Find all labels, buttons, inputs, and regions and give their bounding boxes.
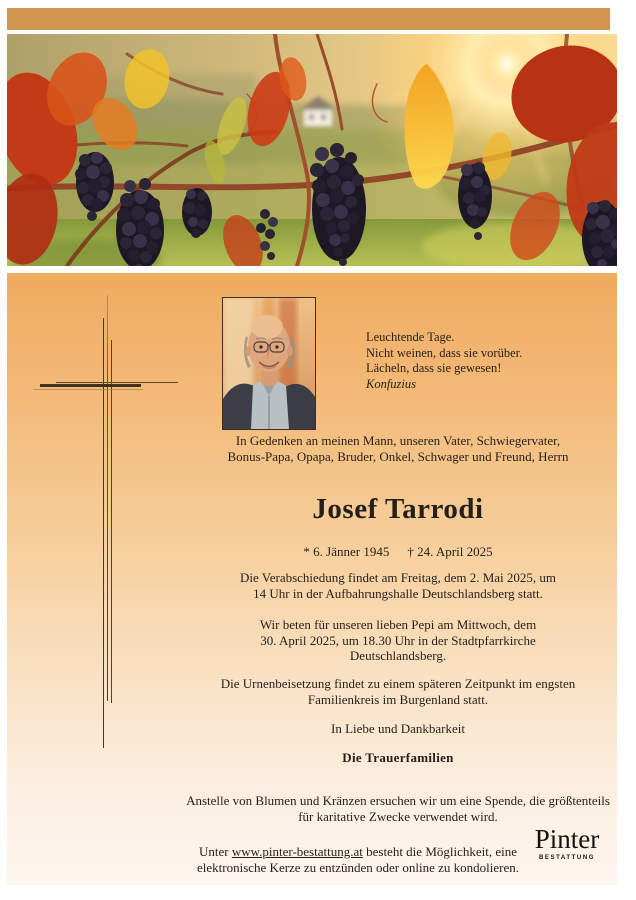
deceased-name: Josef Tarrodi xyxy=(312,493,484,525)
closing-line: In Liebe und Dankbarkeit xyxy=(331,721,465,736)
paragraph-line: Wir beten für unseren lieben Pepi am Mittwoch, dem xyxy=(259,617,537,632)
paragraph-line: 30. April 2025, um 18.30 Uhr in der Stadtpfarrkirche xyxy=(260,632,536,648)
quote-line: Leuchtende Tage. xyxy=(366,330,455,344)
cross-horizontal-line xyxy=(56,382,178,383)
funeral-home-subtitle: BESTATTUNG xyxy=(538,855,596,861)
vineyard-photo-illustration xyxy=(7,34,617,266)
urn-burial-paragraph xyxy=(167,676,629,707)
cross-vertical-line xyxy=(107,295,108,701)
cross-horizontal-line xyxy=(40,384,141,387)
condolence-url-link[interactable]: www.pinter-bestattung.at xyxy=(231,844,363,859)
family-signature: Die Trauerfamilien xyxy=(342,750,454,765)
decorative-band-top xyxy=(7,8,610,30)
portrait-illustration xyxy=(223,298,315,429)
quote-block xyxy=(366,330,522,392)
funeral-home-name: Pinter xyxy=(534,824,600,854)
paragraph-line: Die Urnenbeisetzung findet zu einem späteren Zeitpunkt im engsten xyxy=(220,676,576,691)
intro-text xyxy=(167,433,629,464)
funeral-home-logo xyxy=(507,826,627,861)
death-date: † 24. April 2025 xyxy=(407,544,493,559)
intro-line: Bonus-Papa, Opapa, Bruder, Onkel, Schwager und Freund, Herrn xyxy=(227,448,569,464)
quote-author: Konfuzius xyxy=(366,376,417,391)
paragraph-line: Deutschlandsberg. xyxy=(349,648,447,663)
birth-date: * 6. Jänner 1945 xyxy=(303,544,390,559)
donation-note xyxy=(167,793,629,824)
card-body xyxy=(7,273,617,885)
cross-vertical-line xyxy=(111,340,112,703)
donation-line: für karitative Zwecke verwendet wird. xyxy=(298,808,498,824)
cross-horizontal-line xyxy=(33,389,143,390)
life-dates xyxy=(167,544,629,560)
prayer-paragraph xyxy=(167,617,629,664)
paragraph-line: Die Verabschiedung findet am Freitag, dem 2. Mai 2025, um xyxy=(239,570,557,585)
online-suffix: besteht die Möglichkeit, eine xyxy=(362,844,518,859)
paragraph-line: 14 Uhr in der Aufbahrungshalle Deutschlandsberg statt. xyxy=(253,585,543,601)
quote-line: Nicht weinen, dass sie vorüber. xyxy=(366,345,523,360)
donation-line: Anstelle von Blumen und Kränzen ersuchen wir um eine Spende, die größtenteils xyxy=(186,793,610,808)
online-condolence-line: elektronische Kerze zu entzünden oder online zu kondolieren. xyxy=(197,860,519,875)
intro-line: In Gedenken an meinen Mann, unseren Vater, Schwiegervater, xyxy=(235,433,561,448)
farewell-paragraph xyxy=(167,570,629,601)
paragraph-line: Familienkreis im Burgenland statt. xyxy=(307,691,489,707)
vineyard-photo xyxy=(7,34,617,266)
portrait-photo xyxy=(222,297,316,430)
quote-line: Lächeln, dass sie gewesen! xyxy=(366,361,502,375)
online-prefix: Unter xyxy=(198,844,232,859)
